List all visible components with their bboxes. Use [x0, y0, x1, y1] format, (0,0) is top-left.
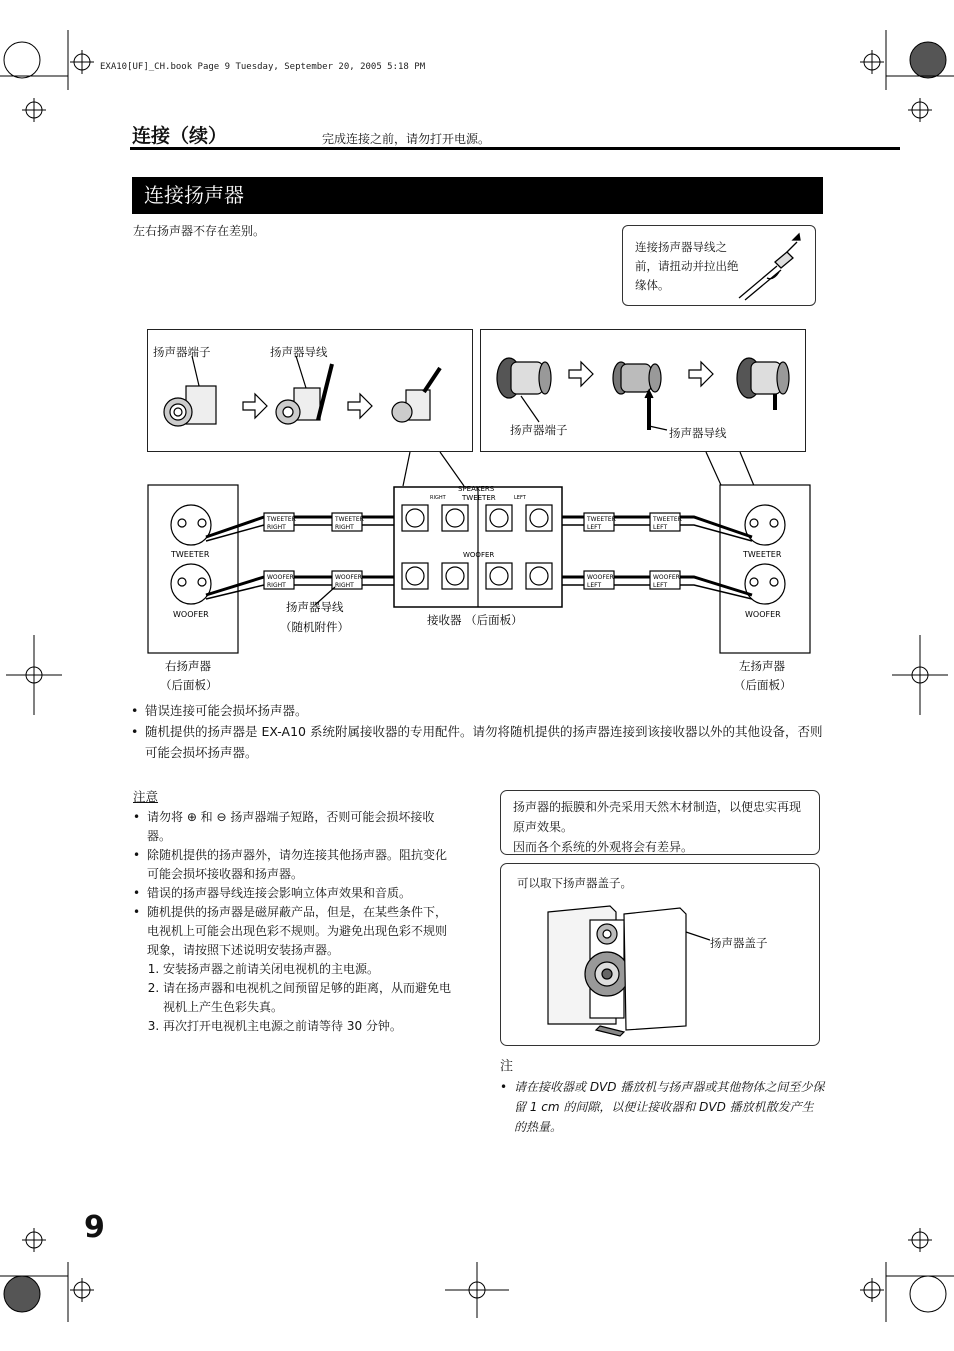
wire-twist-illustration: [735, 228, 813, 302]
wood-note-line1: 扬声器的振膜和外壳采用天然木材制造，以便忠实再现原声效果。: [513, 800, 802, 834]
cover-text: 可以取下扬声器盖子。: [517, 876, 632, 890]
left-speaker-caption-1: 左扬声器: [739, 659, 785, 673]
section-rule: [130, 147, 900, 150]
tag-tweeter-left-b-1: TWEETER: [653, 516, 682, 523]
tag-tweeter-left-1: TWEETER: [587, 516, 616, 523]
wood-note-box: [500, 790, 820, 855]
tag-tweeter-right-2: RIGHT: [267, 524, 286, 531]
wood-note-line2: 因而各个系统的外观将会有差异。: [513, 840, 694, 854]
tag-woofer-left-1: WOOFER: [587, 574, 614, 581]
right-speaker-caption-2: （后面板）: [160, 678, 218, 692]
right-woofer-label: WOOFER: [173, 610, 209, 619]
note-title: 注: [500, 1059, 514, 1074]
caution-item: • 除随机提供的扬声器外，请勿连接其他扬声器。阻抗变化可能会损坏接收器和扬声器。: [147, 846, 458, 884]
caution-step: 1. 安装扬声器之前请关闭电视机的主电源。: [163, 960, 458, 979]
caution-step: 3. 再次打开电视机主电源之前请等待 30 分钟。: [163, 1017, 458, 1036]
section-note: 完成连接之前，请勿打开电源。: [322, 132, 491, 146]
tip-text: 连接扬声器导线之前，请扭动并拉出绝缘体。: [635, 240, 739, 292]
tag-tweeter-left-2: LEFT: [587, 524, 602, 531]
panel-right-steps-illustration: [481, 330, 805, 451]
caution-section: [133, 787, 458, 1036]
right-tweeter-label: TWEETER: [171, 550, 210, 559]
tag-woofer-left-b-1: WOOFER: [653, 574, 680, 581]
warning-bullets: [131, 700, 826, 763]
intro-text: 左右扬声器不存在差别。: [133, 224, 266, 238]
caution-item: • 请勿将 ⊕ 和 ⊖ 扬声器端子短路，否则可能会损坏接收器。: [147, 808, 458, 846]
panel-left-wire-label: 扬声器导线: [270, 345, 328, 359]
caution-title: 注意: [133, 789, 159, 804]
section-title: 连接（续）: [132, 125, 228, 147]
tag-woofer-left-2: LEFT: [587, 582, 602, 589]
tag-tweeter-right-b-1: TWEETER: [335, 516, 364, 523]
bullet-item: • 错误连接可能会损坏扬声器。: [145, 700, 826, 721]
wire-caption-2: （随机附件）: [280, 620, 349, 634]
receiver-caption: 接收器 （后面板）: [427, 613, 523, 627]
note-item: • 请在接收器或 DVD 播放机与扬声器或其他物体之间至少保留 1 cm 的间隙，以便让接收器和 DVD 播放机散发产生的热量。: [514, 1077, 825, 1137]
tag-tweeter-right-1: TWEETER: [267, 516, 296, 523]
left-woofer-label: WOOFER: [745, 610, 781, 619]
receiver-tweeter-label: TWEETER: [462, 494, 496, 502]
speakers-label: SPEAKERS: [458, 485, 495, 493]
wire-caption-1: 扬声器导线: [286, 600, 344, 614]
page-number: 9: [84, 1210, 105, 1245]
caution-step: 2. 请在扬声器和电视机之间预留足够的距离，从而避免电视机上产生色彩失真。: [163, 979, 458, 1017]
panel-left-steps-illustration: [148, 330, 472, 451]
speaker-cover-illustration: [540, 898, 710, 1038]
file-header: EXA10[UF]_CH.book Page 9 Tuesday, September 20, 2005 5:18 PM: [100, 62, 426, 72]
left-tweeter-label: TWEETER: [743, 550, 782, 559]
panel-right-terminal-label: 扬声器端子: [510, 423, 568, 437]
tag-woofer-right-b-1: WOOFER: [335, 574, 362, 581]
wiring-diagram: [140, 445, 820, 695]
caution-item: • 随机提供的扬声器是磁屏蔽产品，但是，在某些条件下，电视机上可能会出现色彩不规则。为避免出现色彩不规则现象，请按照下述说明安装扬声器。: [147, 903, 458, 960]
receiver-right-label: RIGHT: [430, 495, 446, 501]
bullet-item: • 随机提供的扬声器是 EX-A10 系统附属接收器的专用配件。请勿将随机提供的扬声器连接到该接收器以外的其他设备，否则可能会损坏扬声器。: [145, 721, 826, 763]
tag-woofer-right-1: WOOFER: [267, 574, 294, 581]
banner-title: 连接扬声器: [132, 177, 823, 214]
left-speaker-caption-2: （后面板）: [734, 678, 792, 692]
panel-right-wire-label: 扬声器导线: [669, 426, 727, 440]
panel-left-terminal-label: 扬声器端子: [153, 345, 211, 359]
tag-woofer-right-2: RIGHT: [267, 582, 286, 589]
tag-tweeter-right-b-2: RIGHT: [335, 524, 354, 531]
receiver-woofer-label: WOOFER: [463, 551, 495, 559]
tag-woofer-right-b-2: RIGHT: [335, 582, 354, 589]
cover-label: 扬声器盖子: [710, 936, 768, 950]
caution-item: • 错误的扬声器导线连接会影响立体声效果和音质。: [147, 884, 458, 903]
tag-tweeter-left-b-2: LEFT: [653, 524, 668, 531]
right-speaker-caption-1: 右扬声器: [165, 659, 211, 673]
tag-woofer-left-b-2: LEFT: [653, 582, 668, 589]
note-section: [500, 1057, 825, 1137]
receiver-left-label: LEFT: [514, 495, 526, 501]
